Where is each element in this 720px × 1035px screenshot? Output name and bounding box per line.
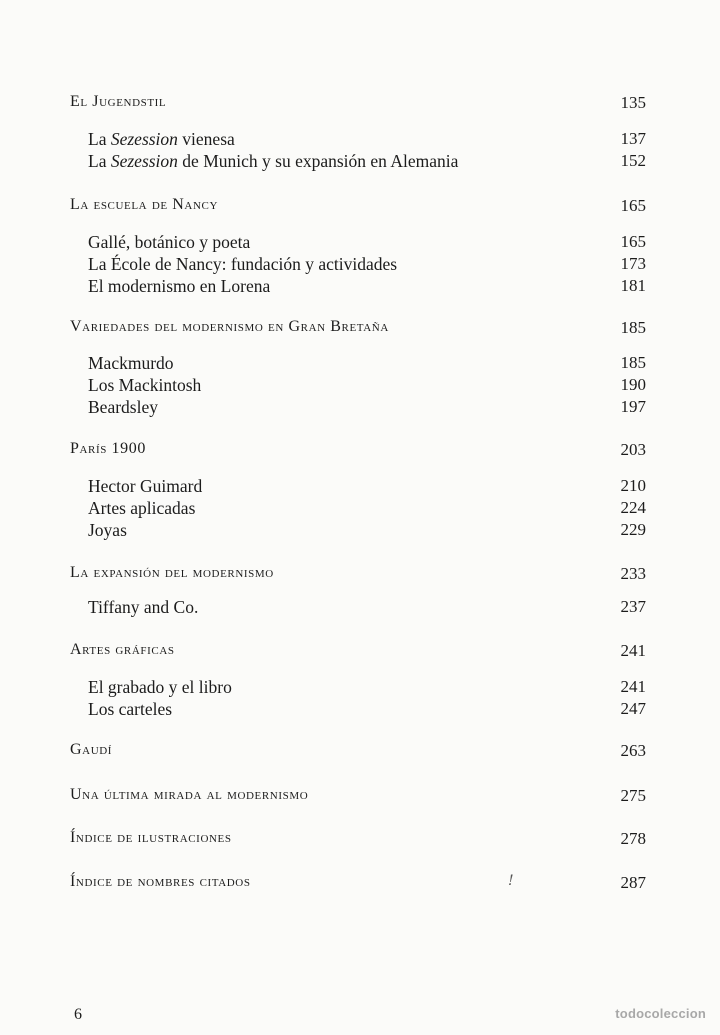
toc-entry-title: Artes gráficas (70, 641, 175, 658)
toc-entry-page: 233 (620, 564, 646, 583)
toc-entry-page: 165 (620, 232, 646, 251)
toc-subsection-entry (0, 129, 720, 153)
toc-subsection-entry (0, 597, 720, 621)
toc-entry-title (88, 129, 235, 150)
toc-section-entry (0, 786, 720, 810)
toc-entry-page: 152 (620, 151, 646, 170)
toc-entry-title: Variedades del modernismo en Gran Bretaña (70, 318, 389, 335)
watermark: todocoleccion (615, 1006, 706, 1021)
toc-entry-title: El modernismo en Lorena (88, 276, 271, 296)
toc-section-entry (0, 318, 720, 342)
toc-section-entry (0, 196, 720, 220)
toc-entry-title-italic: Sezession (110, 151, 178, 171)
toc-subsection-entry (0, 151, 720, 175)
toc-subsection-entry (0, 699, 720, 723)
toc-entry-page: 190 (620, 375, 646, 394)
toc-entry-page: 241 (620, 677, 646, 696)
toc-entry-title: Tiffany and Co. (88, 597, 199, 617)
page-number: 6 (74, 1006, 82, 1023)
toc-subsection-entry (0, 677, 720, 701)
toc-entry-title: Gallé, botánico y poeta (88, 232, 251, 252)
toc-entry-title: El grabado y el libro (88, 677, 232, 697)
toc-entry-title: La École de Nancy: fundación y actividades (88, 254, 398, 274)
toc-entry-title: Gaudí (70, 741, 113, 758)
toc-entry-page: 278 (620, 829, 646, 848)
toc-entry-page: 263 (620, 741, 646, 760)
toc-entry-title: Índice de nombres citados (70, 873, 251, 890)
toc-entry-page: 173 (620, 254, 646, 273)
toc-entry-title: Artes aplicadas (88, 498, 196, 518)
toc-entry-page: 185 (620, 353, 646, 372)
toc-entry-page: 181 (620, 276, 646, 295)
toc-entry-title: Beardsley (88, 397, 158, 417)
toc-subsection-entry (0, 232, 720, 256)
toc-entry-title: Los carteles (88, 699, 173, 719)
toc-entry-title: El Jugendstil (70, 93, 167, 110)
toc-entry-title: París 1900 (70, 440, 146, 457)
toc-section-entry (0, 93, 720, 117)
toc-entry-page: 210 (620, 476, 646, 495)
toc-entry-page: 185 (620, 318, 646, 337)
stray-mark: ! (508, 873, 514, 889)
toc-entry-title: Mackmurdo (88, 353, 174, 373)
toc-entry-title-part: de Munich y su expansión en Alemania (177, 151, 459, 171)
toc-entry-page: 241 (620, 641, 646, 660)
toc-entry-page: 224 (620, 498, 646, 517)
toc-entry-page: 275 (620, 786, 646, 805)
toc-subsection-entry (0, 353, 720, 377)
toc-entry-page: 197 (620, 397, 646, 416)
toc-entry-title (88, 151, 458, 172)
toc-entry-title: La escuela de Nancy (70, 196, 219, 213)
toc-entry-title: Una última mirada al modernismo (70, 786, 309, 803)
toc-subsection-entry (0, 375, 720, 399)
toc-entry-title-part: vienesa (177, 129, 235, 149)
toc-entry-page: 203 (620, 440, 646, 459)
toc-section-entry (0, 829, 720, 853)
toc-section-entry (0, 741, 720, 765)
toc-subsection-entry (0, 397, 720, 421)
toc-subsection-entry (0, 476, 720, 500)
toc-entry-page: 237 (620, 597, 646, 616)
toc-section-entry (0, 873, 720, 897)
toc-section-entry (0, 440, 720, 464)
toc-entry-title-part: La (88, 151, 111, 171)
toc-entry-page: 165 (620, 196, 646, 215)
toc-entry-page: 137 (620, 129, 646, 148)
toc-subsection-entry (0, 276, 720, 300)
toc-subsection-entry (0, 498, 720, 522)
toc-entry-page: 247 (620, 699, 646, 718)
toc-subsection-entry (0, 254, 720, 278)
toc-entry-page: 287 (620, 873, 646, 892)
toc-section-entry (0, 564, 720, 588)
toc-entry-title-part: La (88, 129, 111, 149)
toc-entry-title: Los Mackintosh (88, 375, 202, 395)
toc-entry-title-italic: Sezession (110, 129, 178, 149)
toc-entry-title: Joyas (88, 520, 127, 540)
toc-entry-title: Índice de ilustraciones (70, 829, 232, 846)
toc-entry-title: La expansión del modernismo (70, 564, 274, 581)
toc-section-entry (0, 641, 720, 665)
toc-entry-page: 229 (620, 520, 646, 539)
toc-entry-page: 135 (620, 93, 646, 112)
toc-subsection-entry (0, 520, 720, 544)
toc-entry-title: Hector Guimard (88, 476, 203, 496)
